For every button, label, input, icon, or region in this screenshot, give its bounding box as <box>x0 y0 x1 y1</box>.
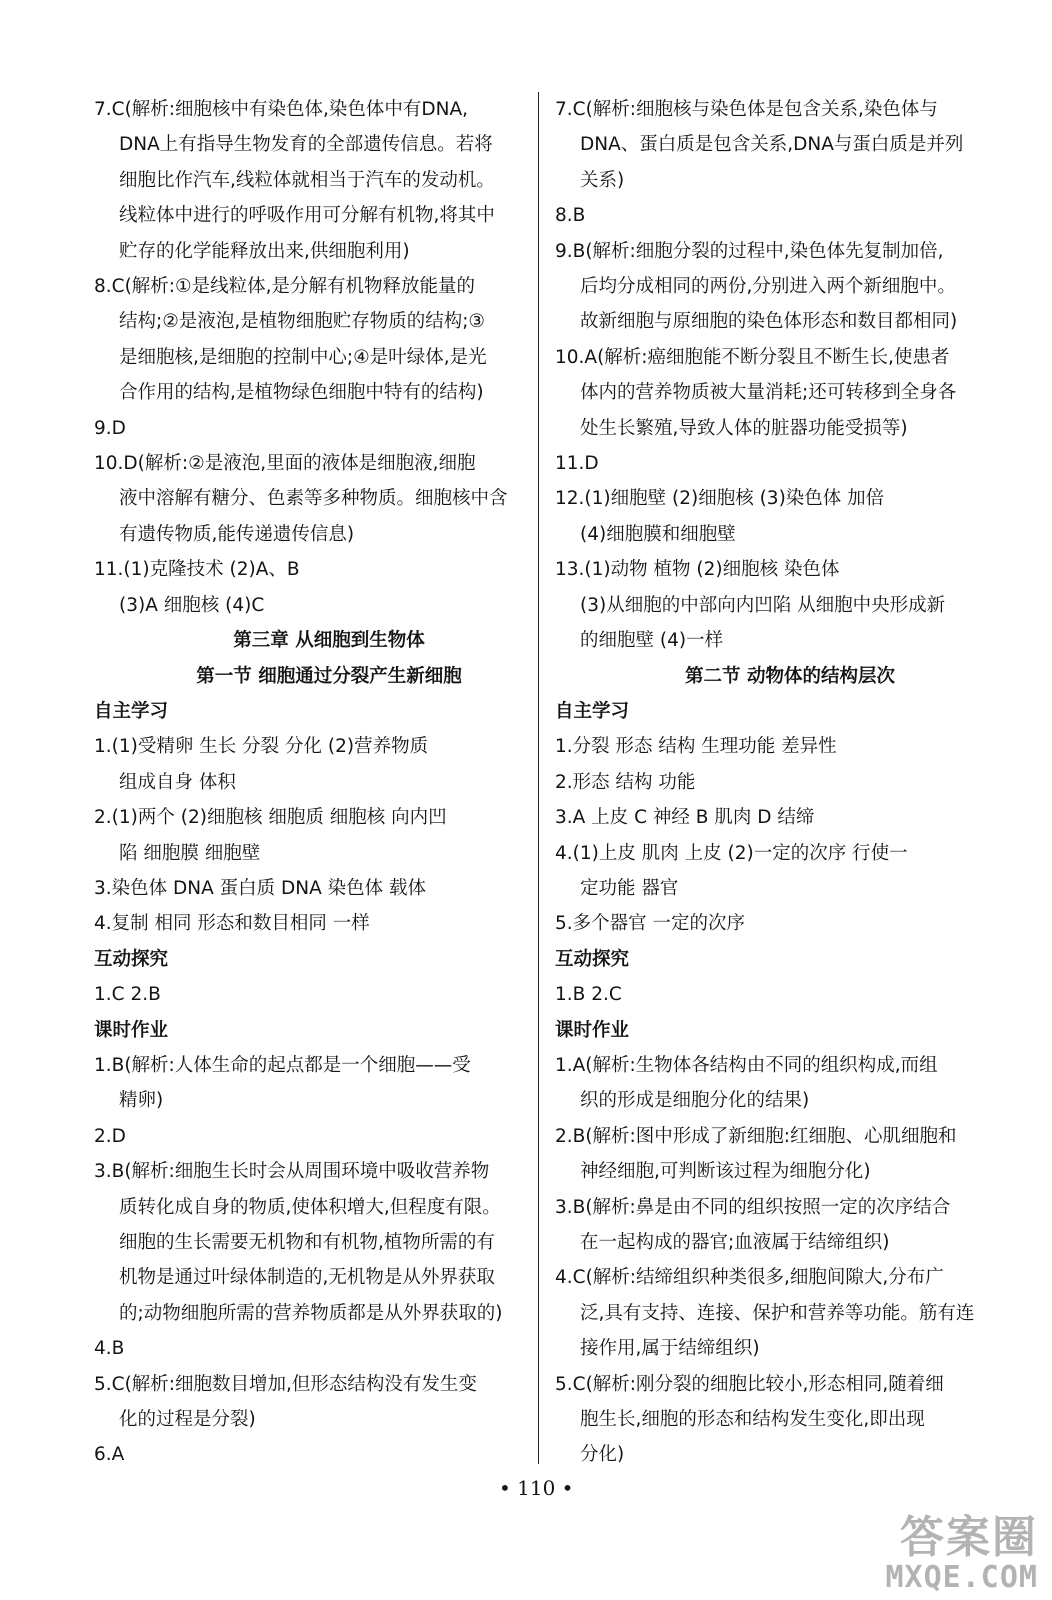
answer-7: 7.C(解析:细胞核与染色体是包含关系,染色体与 DNA、蛋白质是包含关系,DNA与蛋白质是并列 关系) <box>555 99 964 191</box>
homework-4: 4.B <box>94 1338 125 1360</box>
section-title: 第一节 细胞通过分裂产生新细胞 <box>196 665 462 687</box>
self-study-4: 4.复制 相同 形态和数目相同 一样 <box>94 913 370 935</box>
watermark-url: MXQE.COM <box>885 1560 1038 1595</box>
answer-9: 9.D <box>94 417 126 439</box>
answer-12: 12.(1)细胞壁 (2)细胞核 (3)染色体 加倍 (4)细胞膜和细胞壁 <box>555 488 885 545</box>
self-study-3: 3.染色体 DNA 蛋白质 DNA 染色体 载体 <box>94 877 427 899</box>
answer-11: 11.D <box>555 453 599 475</box>
answer-8: 8.B <box>555 205 586 227</box>
interactive-answers: 1.C 2.B <box>94 984 161 1006</box>
homework-1: 1.B(解析:人体生命的起点都是一个细胞——受 精卵) <box>94 1054 471 1112</box>
self-study-2: 2.形态 结构 功能 <box>555 771 696 793</box>
section-title: 第二节 动物体的结构层次 <box>685 665 895 687</box>
homework-3: 3.B(解析:鼻是由不同的组织按照一定的次序结合 在一起构成的器官;血液属于结缔组织) <box>555 1196 951 1253</box>
answer-11: 11.(1)克隆技术 (2)A、B (3)A 细胞核 (4)C <box>94 559 300 616</box>
self-study-1: 1.分裂 形态 结构 生理功能 差异性 <box>555 736 837 758</box>
answer-10: 10.A(解析:癌细胞能不断分裂且不断生长,使患者 体内的营养物质被大量消耗;还可转移到全身各 处生长繁殖,导致人体的脏器功能受损等) <box>555 346 957 439</box>
answer-10: 10.D(解析:②是液泡,里面的液体是细胞液,细胞 液中溶解有糖分、色素等多种物质。细胞核中含 有遗传物质,能传递遗传信息) <box>94 453 508 545</box>
homework-3: 3.B(解析:细胞生长时会从周围环境中吸收营养物 质转化成自身的物质,使体积增大,但程度有限。 细胞的生长需要无机物和有机物,植物所需的有 机物是通过叶绿体制造的,无机物是从外界获取 的;动物细胞所需的营养物质都是从外界获取的) <box>94 1161 503 1324</box>
heading-homework: 课时作业 <box>555 1019 630 1041</box>
watermark-logo <box>886 1514 1039 1594</box>
homework-2: 2.D <box>94 1125 126 1147</box>
answer-13: 13.(1)动物 植物 (2)细胞核 染色体 (3)从细胞的中部向内凹陷 从细胞中央形成新 的细胞壁 (4)一样 <box>555 559 946 652</box>
homework-2: 2.B(解析:图中形成了新细胞:红细胞、心肌细胞和 神经细胞,可判断该过程为细胞分化) <box>555 1125 957 1183</box>
homework-4: 4.C(解析:结缔组织种类很多,细胞间隙大,分布广 泛,具有支持、连接、保护和营养等功能。筋有连 接作用,属于结缔组织) <box>555 1267 975 1360</box>
interactive-answers: 1.B 2.C <box>555 984 622 1006</box>
homework-6: 6.A <box>94 1444 125 1466</box>
answer-8: 8.C(解析:①是线粒体,是分解有机物释放能量的 结构;②是液泡,是植物细胞贮存物质的结构;③ 是细胞核,是细胞的控制中心;④是叶绿体,是光 合作用的结构,是植物绿色细胞中特有的结构) <box>94 276 487 404</box>
homework-5: 5.C(解析:细胞数目增加,但形态结构没有发生变 化的过程是分裂) <box>94 1373 477 1431</box>
answer-9: 9.B(解析:细胞分裂的过程中,染色体先复制加倍, 后均分成相同的两份,分别进入两个新细胞中。 故新细胞与原细胞的染色体形态和数目都相同) <box>555 240 958 333</box>
right-column <box>555 92 985 1473</box>
self-study-1: 1.(1)受精卵 生长 分裂 分化 (2)营养物质 组成自身 体积 <box>94 736 429 793</box>
heading-homework: 课时作业 <box>94 1019 169 1041</box>
self-study-5: 5.多个器官 一定的次序 <box>555 913 746 935</box>
heading-self-study: 自主学习 <box>94 700 169 722</box>
heading-self-study: 自主学习 <box>555 700 630 722</box>
column-divider <box>538 92 539 1464</box>
self-study-4: 4.(1)上皮 肌肉 上皮 (2)一定的次序 行使一 定功能 器官 <box>555 842 908 899</box>
heading-interactive: 互动探究 <box>94 948 169 970</box>
chapter-title: 第三章 从细胞到生物体 <box>233 630 425 652</box>
left-column <box>94 92 524 1473</box>
watermark-title: 答案圈 <box>900 1512 1038 1563</box>
answer-7: 7.C(解析:细胞核中有染色体,染色体中有DNA, DNA上有指导生物发育的全部遗传信息。若将 细胞比作汽车,线粒体就相当于汽车的发动机。 线粒体中进行的呼吸作用可分解有机物,将其中 贮存的化学能释放出来,供细胞利用) <box>94 99 495 262</box>
self-study-3: 3.A 上皮 C 神经 B 肌肉 D 结缔 <box>555 807 815 829</box>
self-study-2: 2.(1)两个 (2)细胞核 细胞质 细胞核 向内凹 陷 细胞膜 细胞壁 <box>94 807 447 864</box>
homework-5: 5.C(解析:刚分裂的细胞比较小,形态相同,随着细 胞生长,细胞的形态和结构发生变化,即出现 分化) <box>555 1373 944 1466</box>
heading-interactive: 互动探究 <box>555 948 630 970</box>
page-number: • 110 • <box>499 1476 574 1500</box>
homework-1: 1.A(解析:生物体各结构由不同的组织构成,而组 织的形成是细胞分化的结果) <box>555 1054 938 1112</box>
